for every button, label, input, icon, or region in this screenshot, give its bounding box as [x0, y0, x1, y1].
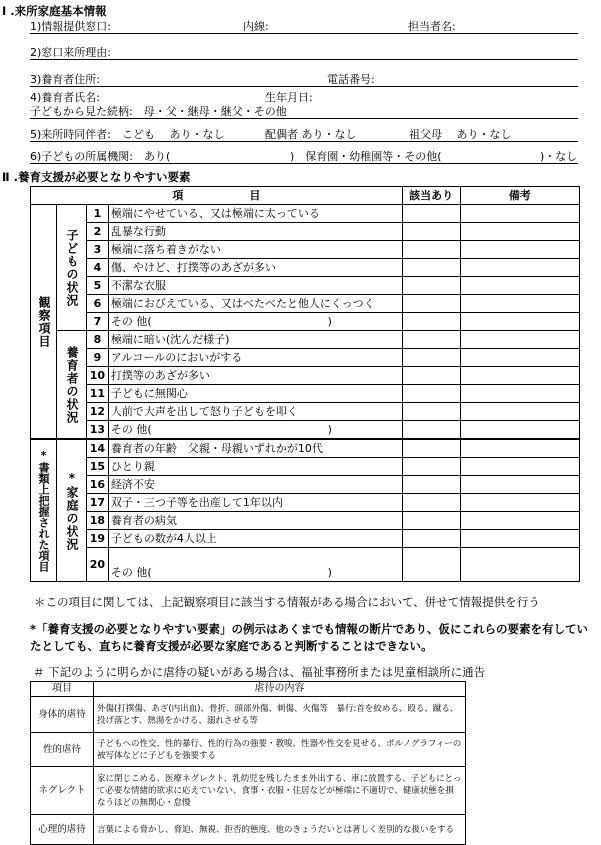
item-note-cell[interactable] — [460, 476, 579, 494]
item-number: 13 — [86, 421, 108, 440]
checklist-row — [31, 385, 580, 403]
abuse-desc: 外傷(打撲傷、あざ(内出血)、骨折、頭部外傷、刺傷、火傷等 暴行:首を絞める、殴る、蹴る、投げ落とす、熱湯をかける、溺れさせる等 — [94, 697, 466, 733]
sub-family-label-text: *家庭の状況 — [64, 470, 79, 551]
item-check-cell[interactable] — [402, 331, 460, 349]
checklist-row — [31, 277, 580, 295]
item-check-cell[interactable] — [402, 548, 460, 582]
abuse-desc: 子どもへの性交、性的暴行、性的行為の強要・教唆、性器や性交を見せる、ポルノグラフィーの被写体などに子どもを強要する — [94, 733, 466, 767]
item-check-cell[interactable] — [402, 530, 460, 548]
visit-reason-label: 2)窓口来所理由: — [30, 46, 111, 59]
group-observe-label — [31, 205, 57, 440]
item-note-cell[interactable] — [460, 512, 579, 530]
abuse-header-row — [31, 682, 466, 697]
item-check-cell[interactable] — [402, 494, 460, 512]
item-check-cell[interactable] — [402, 512, 460, 530]
guardian-name-label: 4)養育者氏名: — [30, 91, 100, 104]
header-note: 備考 — [460, 187, 579, 205]
item-note-cell[interactable] — [460, 295, 579, 313]
item-note-cell[interactable] — [460, 241, 579, 259]
item-check-cell[interactable] — [402, 421, 460, 440]
group-observe-text: 観察項目 — [36, 295, 51, 348]
group-written-label — [31, 439, 57, 582]
item-number: 11 — [86, 385, 108, 403]
companion-spouse-label: 配偶者 あり・なし — [265, 128, 357, 141]
underline-6 — [30, 163, 578, 164]
abuse-row — [31, 767, 466, 815]
item-number: 8 — [86, 331, 108, 349]
abuse-kind: 心理的虐待 — [31, 815, 94, 845]
item-text: 極端にやせている、又は極端に太っている — [108, 205, 402, 223]
abuse-head-item: 項目 — [31, 682, 94, 697]
extension-label: 内線: — [243, 20, 269, 33]
item-text: 極端に落ち着きがない — [108, 241, 402, 259]
item-check-cell[interactable] — [402, 277, 460, 295]
item-check-cell[interactable] — [402, 476, 460, 494]
item-note-cell[interactable] — [460, 313, 579, 331]
underline-5 — [30, 141, 578, 142]
item-number: 5 — [86, 277, 108, 295]
item-number: 2 — [86, 223, 108, 241]
item-number: 12 — [86, 403, 108, 421]
checklist-row — [31, 458, 580, 476]
item-note-cell[interactable] — [460, 421, 579, 440]
item-text: 養育者の年齢 父親・母親いずれかが10代 — [108, 439, 402, 458]
item-text: 経済不安 — [108, 476, 402, 494]
item-text: その 他( ) — [108, 548, 402, 582]
abuse-desc: 家に閉じこめる、医療ネグレクト、乳幼児を残したまま外出する、車に放置する、子どもにとって必要な情緒的欲求に応えていない、食事・衣服・住居などが極端に不適切で、健康状態を損なうほどの無関心・怠慢 — [94, 767, 466, 815]
checklist-row — [31, 259, 580, 277]
info-window-label: 1)情報提供窓口: — [30, 20, 111, 33]
item-check-cell[interactable] — [402, 295, 460, 313]
item-check-cell[interactable] — [402, 313, 460, 331]
item-check-cell[interactable] — [402, 349, 460, 367]
sub-child-label-text: 子どもの状況 — [64, 228, 79, 307]
item-number: 7 — [86, 313, 108, 331]
abuse-row — [31, 733, 466, 767]
item-check-cell[interactable] — [402, 439, 460, 458]
item-text: 打撲等のあざが多い — [108, 367, 402, 385]
item-text: 不潔な衣服 — [108, 277, 402, 295]
abuse-table — [30, 681, 466, 845]
underline-3 — [30, 86, 578, 87]
item-check-cell[interactable] — [402, 385, 460, 403]
affiliation-label-c: )・なし — [540, 150, 578, 163]
item-note-cell[interactable] — [460, 331, 579, 349]
checklist-row — [31, 331, 580, 349]
item-number: 17 — [86, 494, 108, 512]
item-note-cell[interactable] — [460, 548, 579, 582]
sub-family-label — [56, 439, 86, 582]
item-note-cell[interactable] — [460, 223, 579, 241]
item-note-cell[interactable] — [460, 439, 579, 458]
checklist-row — [31, 223, 580, 241]
abuse-kind: ネグレクト — [31, 767, 94, 815]
staff-name-label: 担当者名: — [408, 20, 456, 33]
header-item: 項 目 — [31, 187, 403, 205]
item-note-cell[interactable] — [460, 494, 579, 512]
item-text: 双子・三つ子等を出産して1年以内 — [108, 494, 402, 512]
sub-parent-label — [56, 331, 86, 440]
address-label: 3)養育者住所: — [30, 73, 100, 86]
item-text: 乱暴な行動 — [108, 223, 402, 241]
affiliation-label-b: ) 保育園・幼稚園等・その他( — [290, 150, 442, 163]
item-note-cell[interactable] — [460, 205, 579, 223]
checklist-header-row — [31, 187, 580, 205]
checklist-row — [31, 349, 580, 367]
underline-4 — [30, 118, 578, 119]
affiliation-label-a: 6)子どもの所属機関: あり( — [30, 150, 171, 163]
item-note-cell[interactable] — [460, 277, 579, 295]
checklist-row — [31, 439, 580, 458]
checklist-row — [31, 241, 580, 259]
companion-grandparent-label: 祖父母 あり・なし — [409, 128, 512, 141]
item-check-cell[interactable] — [402, 205, 460, 223]
item-text: 子どもの数が4人以上 — [108, 530, 402, 548]
section1-title: Ⅰ .来所家庭基本情報 — [2, 4, 107, 18]
checklist-row — [31, 548, 580, 582]
item-text: アルコールのにおいがする — [108, 349, 402, 367]
item-number: 16 — [86, 476, 108, 494]
item-text: その 他( ) — [108, 421, 402, 440]
item-check-cell[interactable] — [402, 259, 460, 277]
sub-parent-label-text: 養育者の状況 — [64, 345, 79, 424]
checklist-row — [31, 313, 580, 331]
item-text: 養育者の病気 — [108, 512, 402, 530]
abuse-title: ＃ 下記のように明らかに虐待の疑いがある場合は、福祉事務所または児童相談所に通告 — [33, 665, 486, 679]
abuse-row — [31, 697, 466, 733]
underline-1 — [30, 33, 578, 34]
item-note-cell[interactable] — [460, 385, 579, 403]
companion-child-label: 5)来所時同伴者: こども あり・なし — [30, 128, 225, 141]
item-number: 15 — [86, 458, 108, 476]
item-number: 6 — [86, 295, 108, 313]
item-check-cell[interactable] — [402, 223, 460, 241]
abuse-kind: 性的虐待 — [31, 733, 94, 767]
item-number: 9 — [86, 349, 108, 367]
checklist-row — [31, 205, 580, 223]
checklist-row — [31, 367, 580, 385]
sub-child-label — [56, 205, 86, 331]
item-number: 4 — [86, 259, 108, 277]
checklist-footnote: ＊この項目に関しては、上記観察項目に該当する情報がある場合において、併せて情報提供を行う — [34, 595, 540, 609]
item-note-cell[interactable] — [460, 458, 579, 476]
item-number: 18 — [86, 512, 108, 530]
item-check-cell[interactable] — [402, 458, 460, 476]
item-number: 1 — [86, 205, 108, 223]
checklist-row — [31, 494, 580, 512]
item-text: 極端におびえている、又はべたべたと他人にくっつく — [108, 295, 402, 313]
header-check: 該当あり — [402, 187, 460, 205]
item-text: その 他( ) — [108, 313, 402, 331]
abuse-head-content: 虐待の内容 — [94, 682, 466, 697]
item-text: 極端に暗い(沈んだ様子) — [108, 331, 402, 349]
abuse-desc: 言葉による脅かし、脅迫、無視、拒否的態度、他のきょうだいとは著しく差別的な扱いをする — [94, 815, 466, 845]
abuse-kind: 身体的虐待 — [31, 697, 94, 733]
item-text: 子どもに無関心 — [108, 385, 402, 403]
checklist-row — [31, 421, 580, 440]
item-check-cell[interactable] — [402, 367, 460, 385]
item-number: 3 — [86, 241, 108, 259]
phone-label: 電話番号: — [327, 73, 375, 86]
item-number: 14 — [86, 439, 108, 458]
item-text: 人前で大声を出して怒り子どもを叩く — [108, 403, 402, 421]
item-text: ひとり親 — [108, 458, 402, 476]
item-number: 20 — [86, 548, 108, 582]
item-text: 傷、やけど、打撲等のあざが多い — [108, 259, 402, 277]
item-check-cell[interactable] — [402, 403, 460, 421]
relationship-label: 子どもから見た続柄: 母・父・継母・継父・その他 — [30, 105, 287, 118]
notice-text: *「養育支援の必要となりやすい要素」の例示はあくまでも情報の断片であり、仮にこれらの要素を有していたとしても、直ちに養育支援が必要な家庭であると判断することはできない。 — [30, 622, 589, 653]
checklist-table — [30, 186, 580, 582]
item-check-cell[interactable] — [402, 241, 460, 259]
item-note-cell[interactable] — [460, 403, 579, 421]
underline-2 — [30, 59, 578, 60]
item-note-cell[interactable] — [460, 259, 579, 277]
checklist-row — [31, 476, 580, 494]
item-number: 10 — [86, 367, 108, 385]
section2-title: Ⅱ .養育支援が必要となりやすい要素 — [2, 170, 191, 184]
item-note-cell[interactable] — [460, 349, 579, 367]
item-number: 19 — [86, 530, 108, 548]
checklist-row — [31, 530, 580, 548]
checklist-row — [31, 295, 580, 313]
item-note-cell[interactable] — [460, 530, 579, 548]
item-note-cell[interactable] — [460, 367, 579, 385]
checklist-row — [31, 403, 580, 421]
checklist-row — [31, 512, 580, 530]
abuse-row — [31, 815, 466, 845]
group-written-text: *書類上把握された項目 — [36, 449, 50, 572]
birthdate-label: 生年月日: — [265, 91, 313, 104]
